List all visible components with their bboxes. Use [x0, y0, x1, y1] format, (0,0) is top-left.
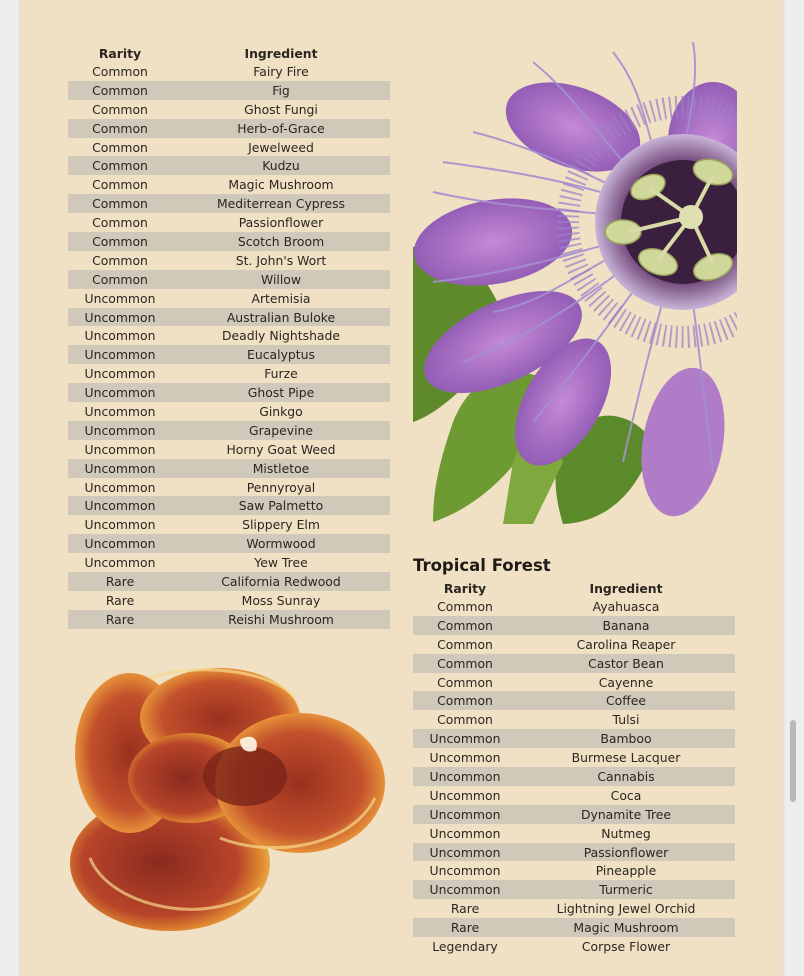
rarity-cell: Common: [92, 139, 148, 155]
rarity-cell: Common: [92, 177, 148, 193]
table-row: [68, 326, 390, 345]
rarity-cell: Uncommon: [84, 517, 156, 533]
rarity-cell: Uncommon: [413, 843, 517, 862]
table-row: [413, 597, 735, 616]
table-row: [68, 591, 390, 610]
rarity-cell: Common: [413, 654, 517, 673]
rarity-cell: Common: [437, 636, 493, 652]
ingredient-cell: California Redwood: [172, 572, 390, 591]
table-row: [68, 81, 390, 100]
table-row: [68, 534, 390, 553]
vertical-scrollbar-thumb[interactable]: [790, 720, 796, 802]
ingredient-cell: Moss Sunray: [241, 592, 321, 608]
table-row: [68, 572, 390, 591]
rarity-cell: Uncommon: [429, 825, 501, 841]
ingredient-cell: Turmeric: [517, 880, 735, 899]
ingredient-cell: Horny Goat Weed: [226, 441, 336, 457]
table-row: [68, 270, 390, 289]
table-row: [68, 383, 390, 402]
rarity-cell: Uncommon: [68, 345, 172, 364]
ingredient-cell: Tulsi: [612, 712, 640, 728]
reishi-mushroom-illustration: [70, 658, 390, 934]
rarity-cell: Common: [437, 598, 493, 614]
ingredient-cell: Mistletoe: [172, 459, 390, 478]
ingredient-cell: Nutmeg: [601, 825, 651, 841]
rarity-cell: Common: [92, 252, 148, 268]
table-row: [413, 767, 735, 786]
rarity-cell: Common: [92, 215, 148, 231]
table-row: [68, 213, 390, 232]
table-row: [413, 654, 735, 673]
table-row: [68, 175, 390, 194]
table-row: [68, 345, 390, 364]
table-row: [413, 673, 735, 692]
ingredient-cell: Fig: [172, 81, 390, 100]
ingredient-cell: Cayenne: [598, 674, 654, 690]
rarity-cell: Rare: [68, 610, 172, 629]
rarity-cell: Uncommon: [68, 383, 172, 402]
rarity-cell: Common: [68, 156, 172, 175]
ingredient-cell: Yew Tree: [254, 555, 308, 571]
rarity-cell: Legendary: [432, 938, 498, 954]
table-row: [413, 880, 735, 899]
ingredient-cell: Willow: [172, 270, 390, 289]
ingredient-column-header: Ingredient: [589, 580, 663, 596]
rarity-cell: Common: [413, 691, 517, 710]
rarity-cell: Common: [92, 63, 148, 79]
rarity-cell: Uncommon: [429, 750, 501, 766]
table-row: [68, 402, 390, 421]
ingredient-cell: Furze: [264, 366, 298, 382]
ingredient-cell: Ghost Fungi: [244, 101, 318, 117]
rarity-cell: Uncommon: [68, 534, 172, 553]
rarity-cell: Uncommon: [429, 863, 501, 879]
ingredient-cell: Eucalyptus: [172, 345, 390, 364]
ingredient-cell: Wormwood: [172, 534, 390, 553]
rarity-cell: Uncommon: [84, 366, 156, 382]
table-row: [68, 156, 390, 175]
table-row: [68, 308, 390, 327]
ingredient-cell: Scotch Broom: [172, 232, 390, 251]
rarity-cell: Uncommon: [84, 441, 156, 457]
rarity-cell: Uncommon: [84, 403, 156, 419]
rarity-cell: Uncommon: [68, 308, 172, 327]
table-row: [413, 616, 735, 635]
ingredient-cell: Jewelweed: [248, 139, 314, 155]
tropical-forest-ingredient-table: [413, 579, 735, 956]
rarity-cell: Uncommon: [413, 880, 517, 899]
table-row: [68, 421, 390, 440]
table-row: [413, 861, 735, 880]
table-row: [68, 138, 390, 157]
table-row: [68, 610, 390, 629]
table-row: [68, 194, 390, 213]
table-row: [413, 805, 735, 824]
table-header-row: [68, 44, 390, 62]
ingredient-cell: Ayahuasca: [592, 598, 660, 614]
ingredient-cell: St. John's Wort: [235, 252, 327, 268]
ingredient-cell: Deadly Nightshade: [221, 328, 340, 344]
table-row: [68, 62, 390, 81]
table-row: [413, 824, 735, 843]
table-row: [413, 899, 735, 918]
ingredient-cell: Castor Bean: [517, 654, 735, 673]
rarity-cell: Rare: [413, 918, 517, 937]
rarity-cell: Uncommon: [84, 328, 156, 344]
table-row: [413, 691, 735, 710]
table-row: [413, 729, 735, 748]
table-row: [68, 232, 390, 251]
ingredient-cell: Banana: [517, 616, 735, 635]
rarity-cell: Common: [68, 194, 172, 213]
rarity-cell: Common: [68, 119, 172, 138]
rarity-cell: Common: [92, 101, 148, 117]
temperate-ingredient-table: [68, 44, 390, 629]
table-row: [68, 553, 390, 572]
ingredient-cell: Lightning Jewel Orchid: [556, 901, 696, 917]
ingredient-cell: Herb-of-Grace: [172, 119, 390, 138]
table-row: [68, 440, 390, 459]
table-row: [68, 515, 390, 534]
rarity-column-header: Rarity: [443, 580, 487, 596]
table-row: [68, 251, 390, 270]
rarity-cell: Common: [68, 270, 172, 289]
ingredient-cell: Saw Palmetto: [172, 496, 390, 515]
rarity-column-header: Rarity: [98, 45, 142, 61]
ingredient-cell: Ginkgo: [259, 403, 303, 419]
table-row: [68, 478, 390, 497]
ingredient-cell: Reishi Mushroom: [172, 610, 390, 629]
ingredient-cell: Artemisia: [251, 290, 311, 306]
rarity-cell: Rare: [450, 901, 480, 917]
ingredient-cell: Burmese Lacquer: [571, 750, 681, 766]
table-row: [413, 918, 735, 937]
table-row: [68, 289, 390, 308]
rarity-cell: Uncommon: [68, 421, 172, 440]
ingredient-cell: Kudzu: [172, 156, 390, 175]
table-row: [413, 635, 735, 654]
rarity-cell: Rare: [105, 592, 135, 608]
ingredient-cell: Pennyroyal: [246, 479, 316, 495]
table-row: [68, 496, 390, 515]
ingredient-cell: Grapevine: [172, 421, 390, 440]
ingredient-cell: Magic Mushroom: [228, 177, 334, 193]
ingredient-cell: Corpse Flower: [581, 938, 671, 954]
ingredient-cell: Carolina Reaper: [576, 636, 676, 652]
ingredient-cell: Mediterrean Cypress: [172, 194, 390, 213]
table-row: [68, 100, 390, 119]
rarity-cell: Common: [68, 81, 172, 100]
table-header-row: [413, 579, 735, 597]
ingredient-cell: Dynamite Tree: [517, 805, 735, 824]
passionflower-illustration: [413, 42, 737, 524]
rarity-cell: Common: [68, 232, 172, 251]
ingredient-cell: Passionflower: [238, 215, 324, 231]
rarity-cell: Uncommon: [84, 479, 156, 495]
table-row: [413, 710, 735, 729]
table-row: [68, 364, 390, 383]
ingredient-cell: Fairy Fire: [253, 63, 309, 79]
ingredient-cell: Passionflower: [517, 843, 735, 862]
rarity-cell: Common: [437, 674, 493, 690]
table-row: [413, 843, 735, 862]
rarity-cell: Uncommon: [68, 459, 172, 478]
rarity-cell: Common: [413, 616, 517, 635]
rarity-cell: Uncommon: [413, 805, 517, 824]
rarity-cell: Uncommon: [84, 290, 156, 306]
table-row: [413, 748, 735, 767]
ingredient-cell: Coffee: [517, 691, 735, 710]
tropical-forest-heading: Tropical Forest: [413, 556, 551, 575]
rarity-cell: Uncommon: [84, 555, 156, 571]
ingredient-cell: Australian Buloke: [172, 308, 390, 327]
ingredient-cell: Coca: [610, 787, 642, 803]
ingredient-cell: Cannabis: [517, 767, 735, 786]
table-row: [68, 459, 390, 478]
table-row: [413, 786, 735, 805]
table-row: [68, 119, 390, 138]
ingredient-cell: Bamboo: [517, 729, 735, 748]
rarity-cell: Uncommon: [68, 496, 172, 515]
ingredient-cell: Ghost Pipe: [172, 383, 390, 402]
ingredient-cell: Pineapple: [595, 863, 657, 879]
ingredient-column-header: Ingredient: [244, 45, 318, 61]
rarity-cell: Uncommon: [413, 729, 517, 748]
rarity-cell: Common: [437, 712, 493, 728]
rarity-cell: Uncommon: [413, 767, 517, 786]
ingredient-cell: Magic Mushroom: [517, 918, 735, 937]
rarity-cell: Uncommon: [429, 787, 501, 803]
ingredient-cell: Slippery Elm: [242, 517, 320, 533]
table-row: [413, 937, 735, 956]
rarity-cell: Rare: [68, 572, 172, 591]
